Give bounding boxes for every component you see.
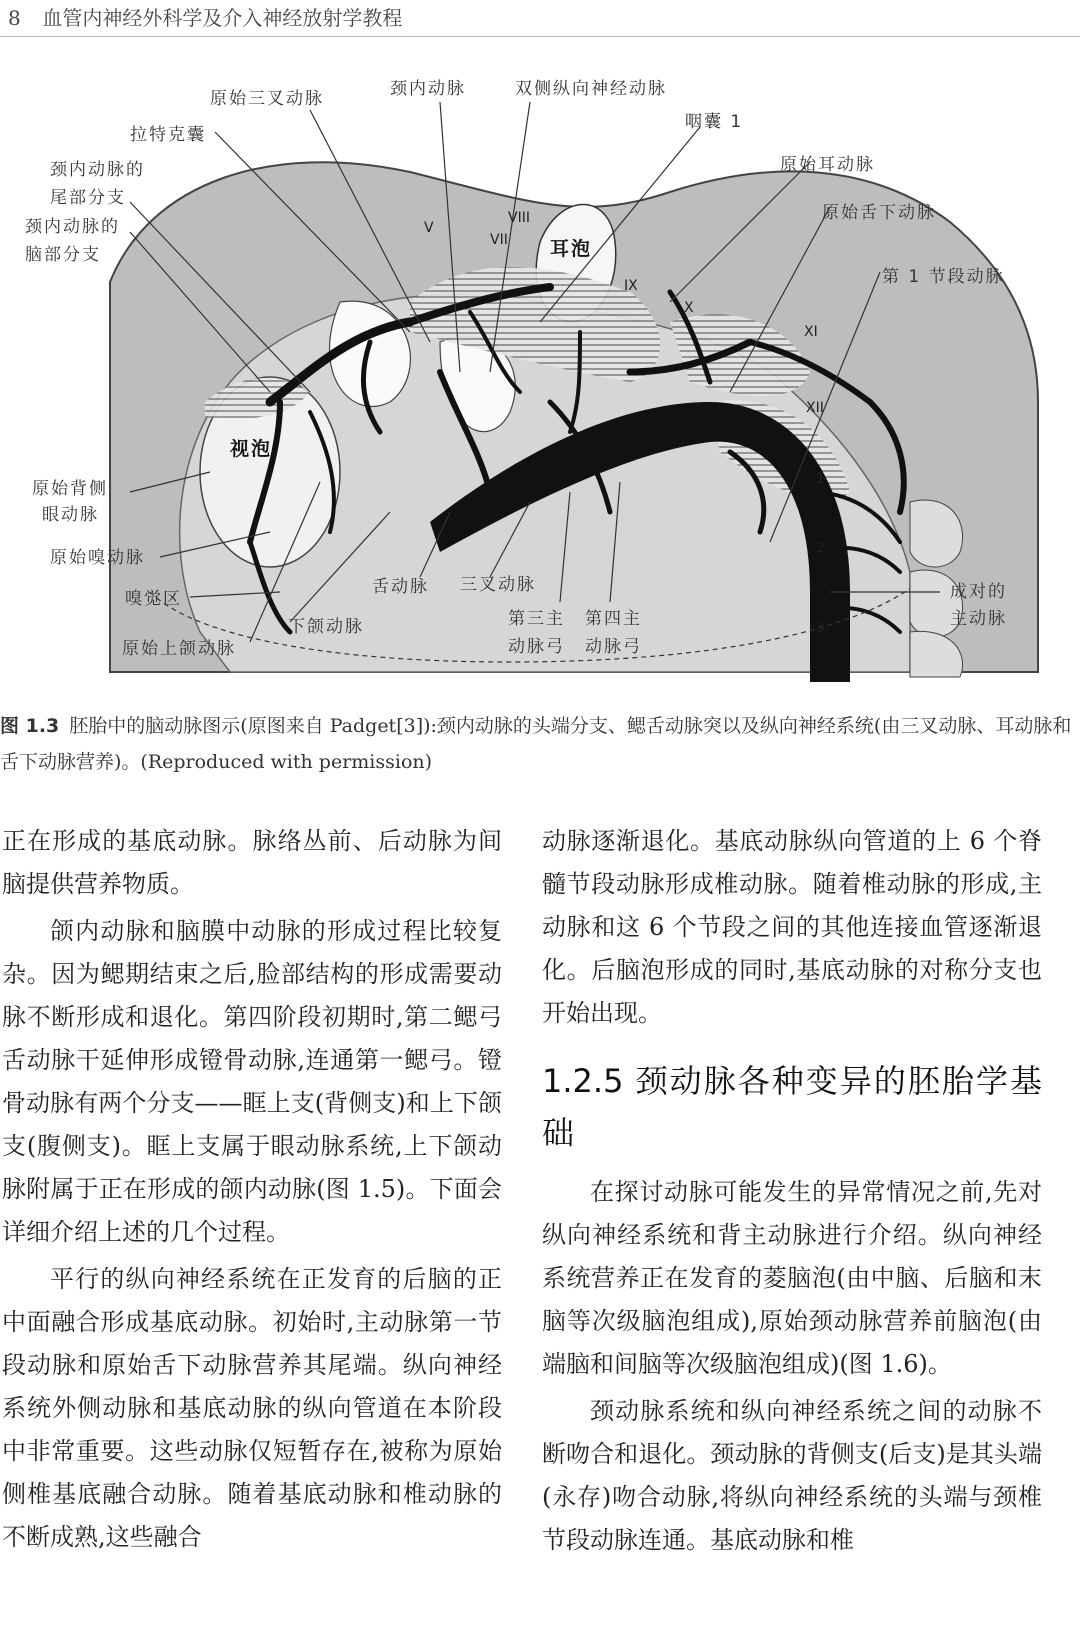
numeral-V: V <box>424 220 434 236</box>
label-primitive-otic: 原始耳动脉 <box>780 155 875 175</box>
book-title: 血管内神经外科学及介入神经放射学教程 <box>42 6 403 30</box>
paragraph: 在探讨动脉可能发生的异常情况之前,先对纵向神经系统和背主动脉进行介绍。纵向神经系统营养正在发育的菱脑泡(由中脑、后脑和末脑等次级脑泡组成),原始颈动脉营养前脑泡(由端脑和间脑等次级脑泡组成)(图 1.6)。 <box>542 1178 1042 1378</box>
segment-2: 2 <box>816 540 825 556</box>
label-pharyngeal-pouch: 咽囊 1 <box>685 112 744 132</box>
label-trigeminal: 三叉动脉 <box>460 575 536 595</box>
label-dorsal-ophthalmic-1: 原始背侧 <box>32 479 108 499</box>
segment-1: 1 <box>816 471 825 487</box>
label-olfactory-artery: 原始嗅动脉 <box>50 548 145 568</box>
figure-drawing <box>25 72 1040 682</box>
label-lingual: 舌动脉 <box>372 577 429 597</box>
label-olfactory-area: 嗅觉区 <box>125 589 182 609</box>
paragraph: 正在形成的基底动脉。脉络丛前、后动脉为间脑提供营养物质。 <box>2 827 502 898</box>
page-number: 8 <box>8 6 21 30</box>
segment-3: 3 <box>816 620 825 636</box>
label-ica-cranial-2: 脑部分支 <box>25 245 101 265</box>
label-arch3-2: 动脉弓 <box>508 637 565 657</box>
numeral-VII: VII <box>490 232 508 248</box>
label-ica-cranial-1: 颈内动脉的 <box>25 217 120 237</box>
left-column <box>2 820 502 1563</box>
running-header <box>8 2 1080 30</box>
numeral-XII: XII <box>806 400 824 416</box>
paragraph: 动脉逐渐退化。基底动脉纵向管道的上 6 个脊髓节段动脉形成椎动脉。随着椎动脉的形成,主动脉和这 6 个节段之间的其他连接血管逐渐退化。后脑泡形成的同时,基底动脉的对称分支也开始出现。 <box>542 827 1042 1027</box>
figure-embryo-arteries <box>25 72 1040 682</box>
section-heading: 1.2.5 颈动脉各种变异的胚胎学基础 <box>542 1062 1042 1152</box>
figure-caption <box>0 708 1075 780</box>
label-bilateral-longitudinal: 双侧纵向神经动脉 <box>515 79 667 99</box>
right-column <box>542 820 1042 1566</box>
header-rule <box>0 36 1080 37</box>
paragraph: 颈动脉系统和纵向神经系统之间的动脉不断吻合和退化。颈动脉的背侧支(后支)是其头端(永存)吻合动脉,将纵向神经系统的头端与颈椎节段动脉连通。基底动脉和椎 <box>542 1397 1042 1554</box>
figure-number: 图 1.3 <box>0 715 60 737</box>
label-rathke: 拉特克囊 <box>130 125 206 145</box>
label-arch4-2: 动脉弓 <box>585 637 642 657</box>
paragraph: 颌内动脉和脑膜中动脉的形成过程比较复杂。因为鳃期结束之后,脸部结构的形成需要动脉不断形成和退化。第四阶段初期时,第二鳃弓舌动脉干延伸形成镫骨动脉,连通第一鳃弓。镫骨动脉有两个分支——眶上支(背侧支)和上下颌支(腹侧支)。眶上支属于眼动脉系统,上下颌动脉附属于正在形成的颌内动脉(图 1.5)。下面会详细介绍上述的几个过程。 <box>2 917 502 1246</box>
label-arch4-1: 第四主 <box>585 609 642 629</box>
label-paired-aorta-2: 主动脉 <box>950 609 1007 629</box>
label-ica-caudal-1: 颈内动脉的 <box>50 160 145 180</box>
label-arch3-1: 第三主 <box>508 609 565 629</box>
numeral-IX: IX <box>624 278 638 294</box>
label-maxillary: 原始上颌动脉 <box>122 639 236 659</box>
label-paired-aorta-1: 成对的 <box>950 582 1007 602</box>
numeral-XI: XI <box>804 324 818 340</box>
paragraph: 平行的纵向神经系统在正发育的后脑的正中面融合形成基底动脉。初始时,主动脉第一节段动脉和原始舌下动脉营养其尾端。纵向神经系统外侧动脉和基底动脉的纵向管道在本阶段中非常重要。这些动脉仅短暂存在,被称为原始侧椎基底融合动脉。随着基底动脉和椎动脉的不断成熟,这些融合 <box>2 1265 502 1551</box>
label-ica-caudal-2: 尾部分支 <box>50 188 126 208</box>
numeral-VIII: VIII <box>508 210 530 226</box>
label-dorsal-ophthalmic-2: 眼动脉 <box>42 505 99 525</box>
label-optic-vesicle: 视泡 <box>230 438 273 460</box>
label-primitive-trigeminal: 原始三叉动脉 <box>210 89 324 109</box>
numeral-X: X <box>684 300 694 316</box>
label-primitive-hypoglossal: 原始舌下动脉 <box>822 203 936 223</box>
label-ica: 颈内动脉 <box>390 79 466 99</box>
label-first-segmental: 第 1 节段动脉 <box>882 267 1005 287</box>
caption-text: 胚胎中的脑动脉图示(原图来自 Padget[3]):颈内动脉的头端分支、鳃舌动脉突以及纵向神经系统(由三叉动脉、耳动脉和舌下动脉营养)。(Reproduced with permission) <box>0 715 1072 773</box>
label-otic-vesicle: 耳泡 <box>550 238 593 260</box>
label-mandibular: 下颌动脉 <box>288 617 364 637</box>
